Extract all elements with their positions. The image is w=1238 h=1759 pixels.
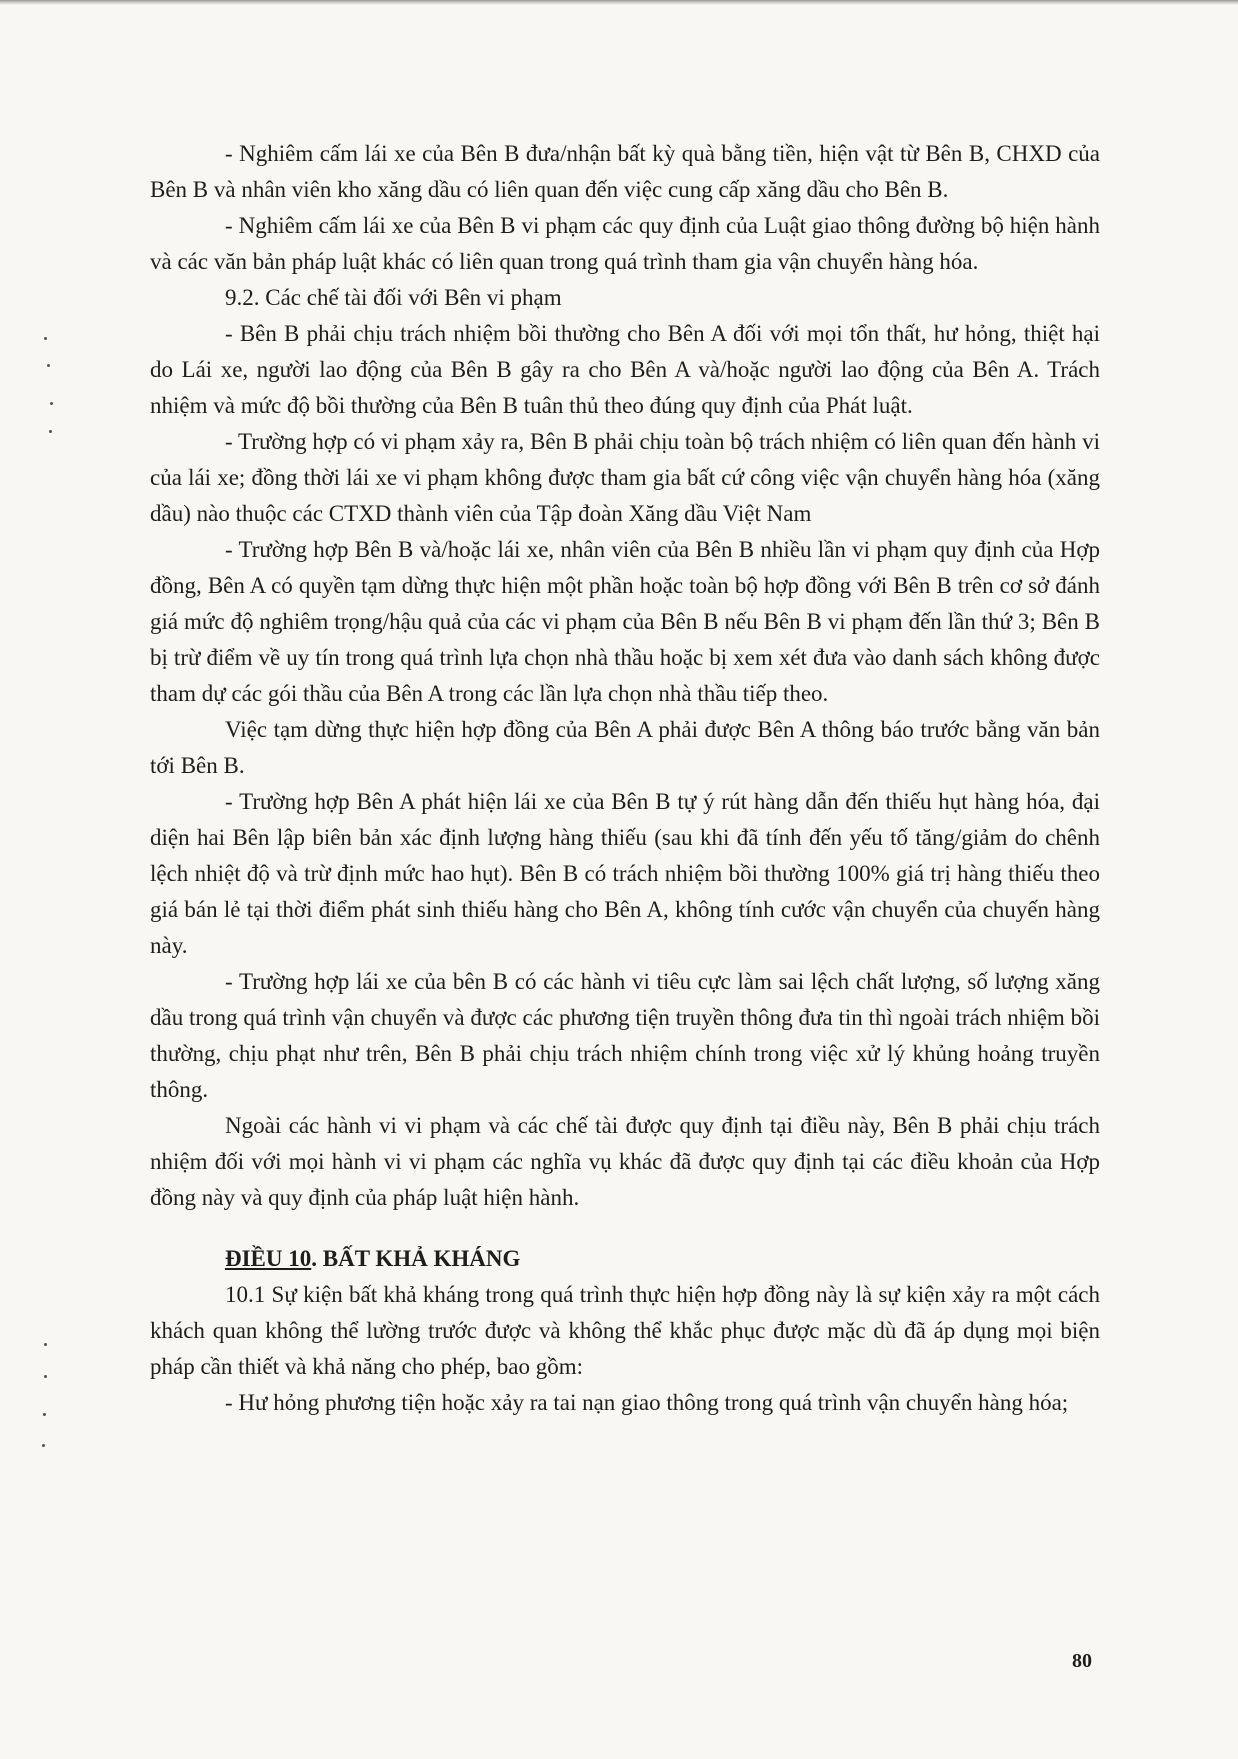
paragraph: - Nghiêm cấm lái xe của Bên B đưa/nhận bất kỳ quà bằng tiền, hiện vật từ Bên B, CHXD của Bên B và nhân viên kho xăng dầu có liên quan đến việc cung cấp xăng dầu cho Bên B. [150,141,1100,202]
paragraph: Ngoài các hành vi vi phạm và các chế tài được quy định tại điều này, Bên B phải chịu trách nhiệm đối với mọi hành vi vi phạm các nghĩa vụ khác đã được quy định tại các điều khoản của Hợp đồng này và quy định của pháp luật hiện hành. [150,1113,1100,1210]
scan-speck [49,430,52,433]
scan-speck [47,364,50,367]
page-number: 80 [1072,1650,1092,1672]
paragraph: - Trường hợp Bên B và/hoặc lái xe, nhân viên của Bên B nhiều lần vi phạm quy định của Hợp đồng, Bên A có quyền tạm dừng thực hiện một phần hoặc toàn bộ hợp đồng với Bên B trên cơ sở đánh giá mức độ nghiêm trọng/hậu quả của các vi phạm của Bên B nếu Bên B vi phạm đến lần thứ 3; Bên B bị trừ điểm về uy tín trong quá trình lựa chọn nhà thầu hoặc bị xem xét đưa vào danh sách không được tham dự các gói thầu của Bên A trong các lần lựa chọn nhà thầu tiếp theo. [150,537,1100,706]
paragraph: - Trường hợp Bên A phát hiện lái xe của Bên B tự ý rút hàng dẫn đến thiếu hụt hàng hóa, đại diện hai Bên lập biên bản xác định lượng hàng thiếu (sau khi đã tính đến yếu tố tăng/giảm do chênh lệch nhiệt độ và trừ định mức hao hụt). Bên B có trách nhiệm bồi thường 100% giá trị hàng thiếu theo giá bán lẻ tại thời điểm phát sinh thiếu hàng cho Bên A, không tính cước vận chuyển của chuyến hàng này. [150,789,1100,958]
paragraph: - Bên B phải chịu trách nhiệm bồi thường cho Bên A đối với mọi tổn thất, hư hỏng, thiệt hại do Lái xe, người lao động của Bên B gây ra cho Bên A và/hoặc người lao động của Bên A. Trách nhiệm và mức độ bồi thường của Bên B tuân thủ theo đúng quy định của Phát luật. [150,321,1100,418]
paragraph: - Hư hỏng phương tiện hoặc xảy ra tai nạn giao thông trong quá trình vận chuyển hàng hóa; [225,1390,1069,1415]
scan-speck [42,1444,45,1447]
paragraph: - Nghiêm cấm lái xe của Bên B vi phạm các quy định của Luật giao thông đường bộ hiện hành và các văn bản pháp luật khác có liên quan trong quá trình tham gia vận chuyển hàng hóa. [150,213,1100,274]
document-body [150,136,1100,1421]
section-heading [150,1241,1100,1277]
paragraph: - Trường hợp có vi phạm xảy ra, Bên B phải chịu toàn bộ trách nhiệm có liên quan đến hành vi của lái xe; đồng thời lái xe vi phạm không được tham gia bất cứ công việc vận chuyển hàng hóa (xăng dầu) nào thuộc các CTXD thành viên của Tập đoàn Xăng dầu Việt Nam [150,429,1100,526]
paragraph: - Trường hợp lái xe của bên B có các hành vi tiêu cực làm sai lệch chất lượng, số lượng xăng dầu trong quá trình vận chuyển và được các phương tiện truyền thông đưa tin thì ngoài trách nhiệm bồi thường, chịu phạt như trên, Bên B phải chịu trách nhiệm chính trong việc xử lý khủng hoảng truyền thông. [150,969,1100,1102]
scan-speck [44,337,47,340]
heading-article-number: ĐIỀU 10 [225,1246,312,1271]
paragraph-subsection: 9.2. Các chế tài đối với Bên vi phạm [225,285,562,310]
scan-top-edge [0,0,1238,5]
scan-speck [44,1375,47,1378]
paragraph: 10.1 Sự kiện bất khả kháng trong quá trình thực hiện hợp đồng này là sự kiện xảy ra một cách khách quan không thể lường trước được và không thể khắc phục được mặc dù đã áp dụng mọi biện pháp cần thiết và khả năng cho phép, bao gồm: [150,1282,1100,1379]
scan-speck [44,1343,47,1346]
scan-speck [43,1413,46,1416]
scan-speck [50,402,53,405]
paragraph: Việc tạm dừng thực hiện hợp đồng của Bên A phải được Bên A thông báo trước bằng văn bản tới Bên B. [150,717,1100,778]
heading-title: . BẤT KHẢ KHÁNG [311,1246,521,1271]
